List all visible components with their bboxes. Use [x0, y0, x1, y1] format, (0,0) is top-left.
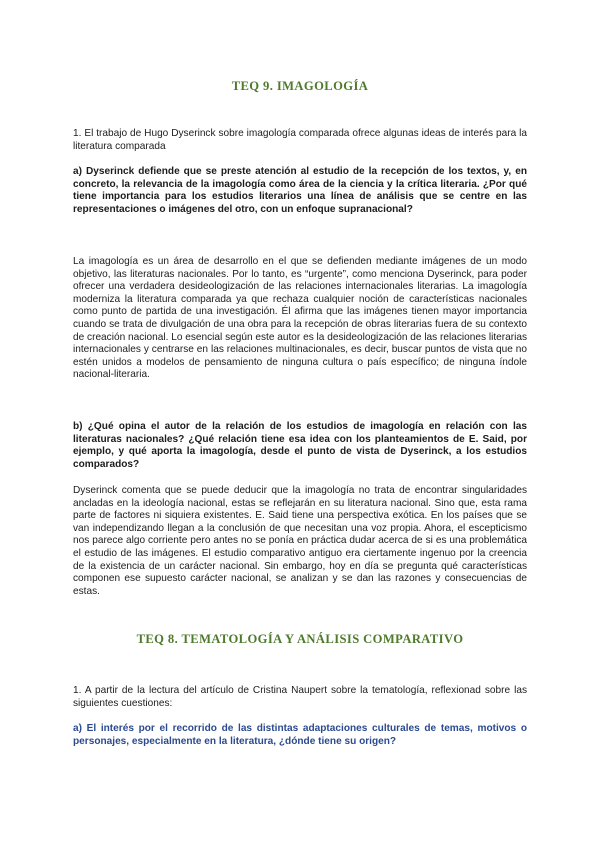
question-a: a) Dyserinck defiende que se preste atención al estudio de la recepción de los textos, y, en concreto, la relevancia de la imagología como área de la ciencia y la crítica literaria. ¿Por qué tiene importancia para los estudios literarios una línea de análisis que se centre en las representaciones o imágenes del otro, con un enfoque supranacional?: [73, 166, 527, 215]
answer-a: La imagología es un área de desarrollo en el que se defienden mediante imágenes de un modo objetivo, las literaturas nacionales. Por lo tanto, es “urgente”, como menciona Dyserinck, para poder ofrecer una verdadera desideologización de las relaciones internacionales literarias. La imagología moderniza la literatura comparada ya que rechaza cualquier noción de características nacionales como punto de partida de una investigación. Él afirma que las imágenes tienen mayor importancia cuando se trata de divulgación de una obra para la recepción de obras literarias fuera de su contexto de creación nacional. Lo esencial según este autor es la desideologización de las relaciones literarias internacionales y centrarse en las relaciones multinacionales, es decir, buscar puntos de vista que no estén unidos a modelos de pensamiento de ninguna cultura o país específico; de ninguna índole nacional-literaria.: [73, 256, 527, 381]
section-title-imagologia: TEQ 9. IMAGOLOGÍA: [231, 79, 369, 93]
question-intro: 1. El trabajo de Hugo Dyserinck sobre imagología comparada ofrece algunas ideas de interés para la literatura comparada: [73, 128, 527, 152]
question-intro: 1. A partir de la lectura del artículo de Cristina Naupert sobre la tematología, reflexionad sobre las siguientes cuestiones:: [73, 685, 527, 709]
section-title-tematologia: TEQ 8. TEMATOLOGÍA Y ANÁLISIS COMPARATIVO: [136, 632, 464, 646]
answer-b: Dyserinck comenta que se puede deducir que la imagología no trata de encontrar singularidades ancladas en la ideología nacional, estas se reflejarán en su literatura nacional. Sino que, esta rama parte de factores ni siquiera existentes. E. Said tiene una perspectiva exótica. En los países que se van independizando llegan a la conclusión de que necesitan una voz propia. Ahora, el escepticismo nos parece algo corriente pero antes no se ponía en práctica dudar acerca de si es una problemática el estudio de las imágenes. El estudio comparativo antiguo era ciertamente ingenuo por la creencia de la existencia de un carácter nacional. Sin embargo, hoy en día se pregunta qué características componen ese supuesto carácter nacional, se analizan y se dan las razones y consecuencias de estas.: [73, 485, 527, 597]
question-a: a) El interés por el recorrido de las distintas adaptaciones culturales de temas, motivos o personajes, especialmente en la literatura, ¿dónde tiene su origen?: [73, 723, 527, 747]
question-b: b) ¿Qué opina el autor de la relación de los estudios de imagología en relación con las literaturas nacionales? ¿Qué relación tiene esa idea con los planteamientos de E. Said, por ejemplo, y qué aporta la imagología, desde el punto de vista de Dyserinck, a los estudios comparados?: [73, 421, 527, 470]
